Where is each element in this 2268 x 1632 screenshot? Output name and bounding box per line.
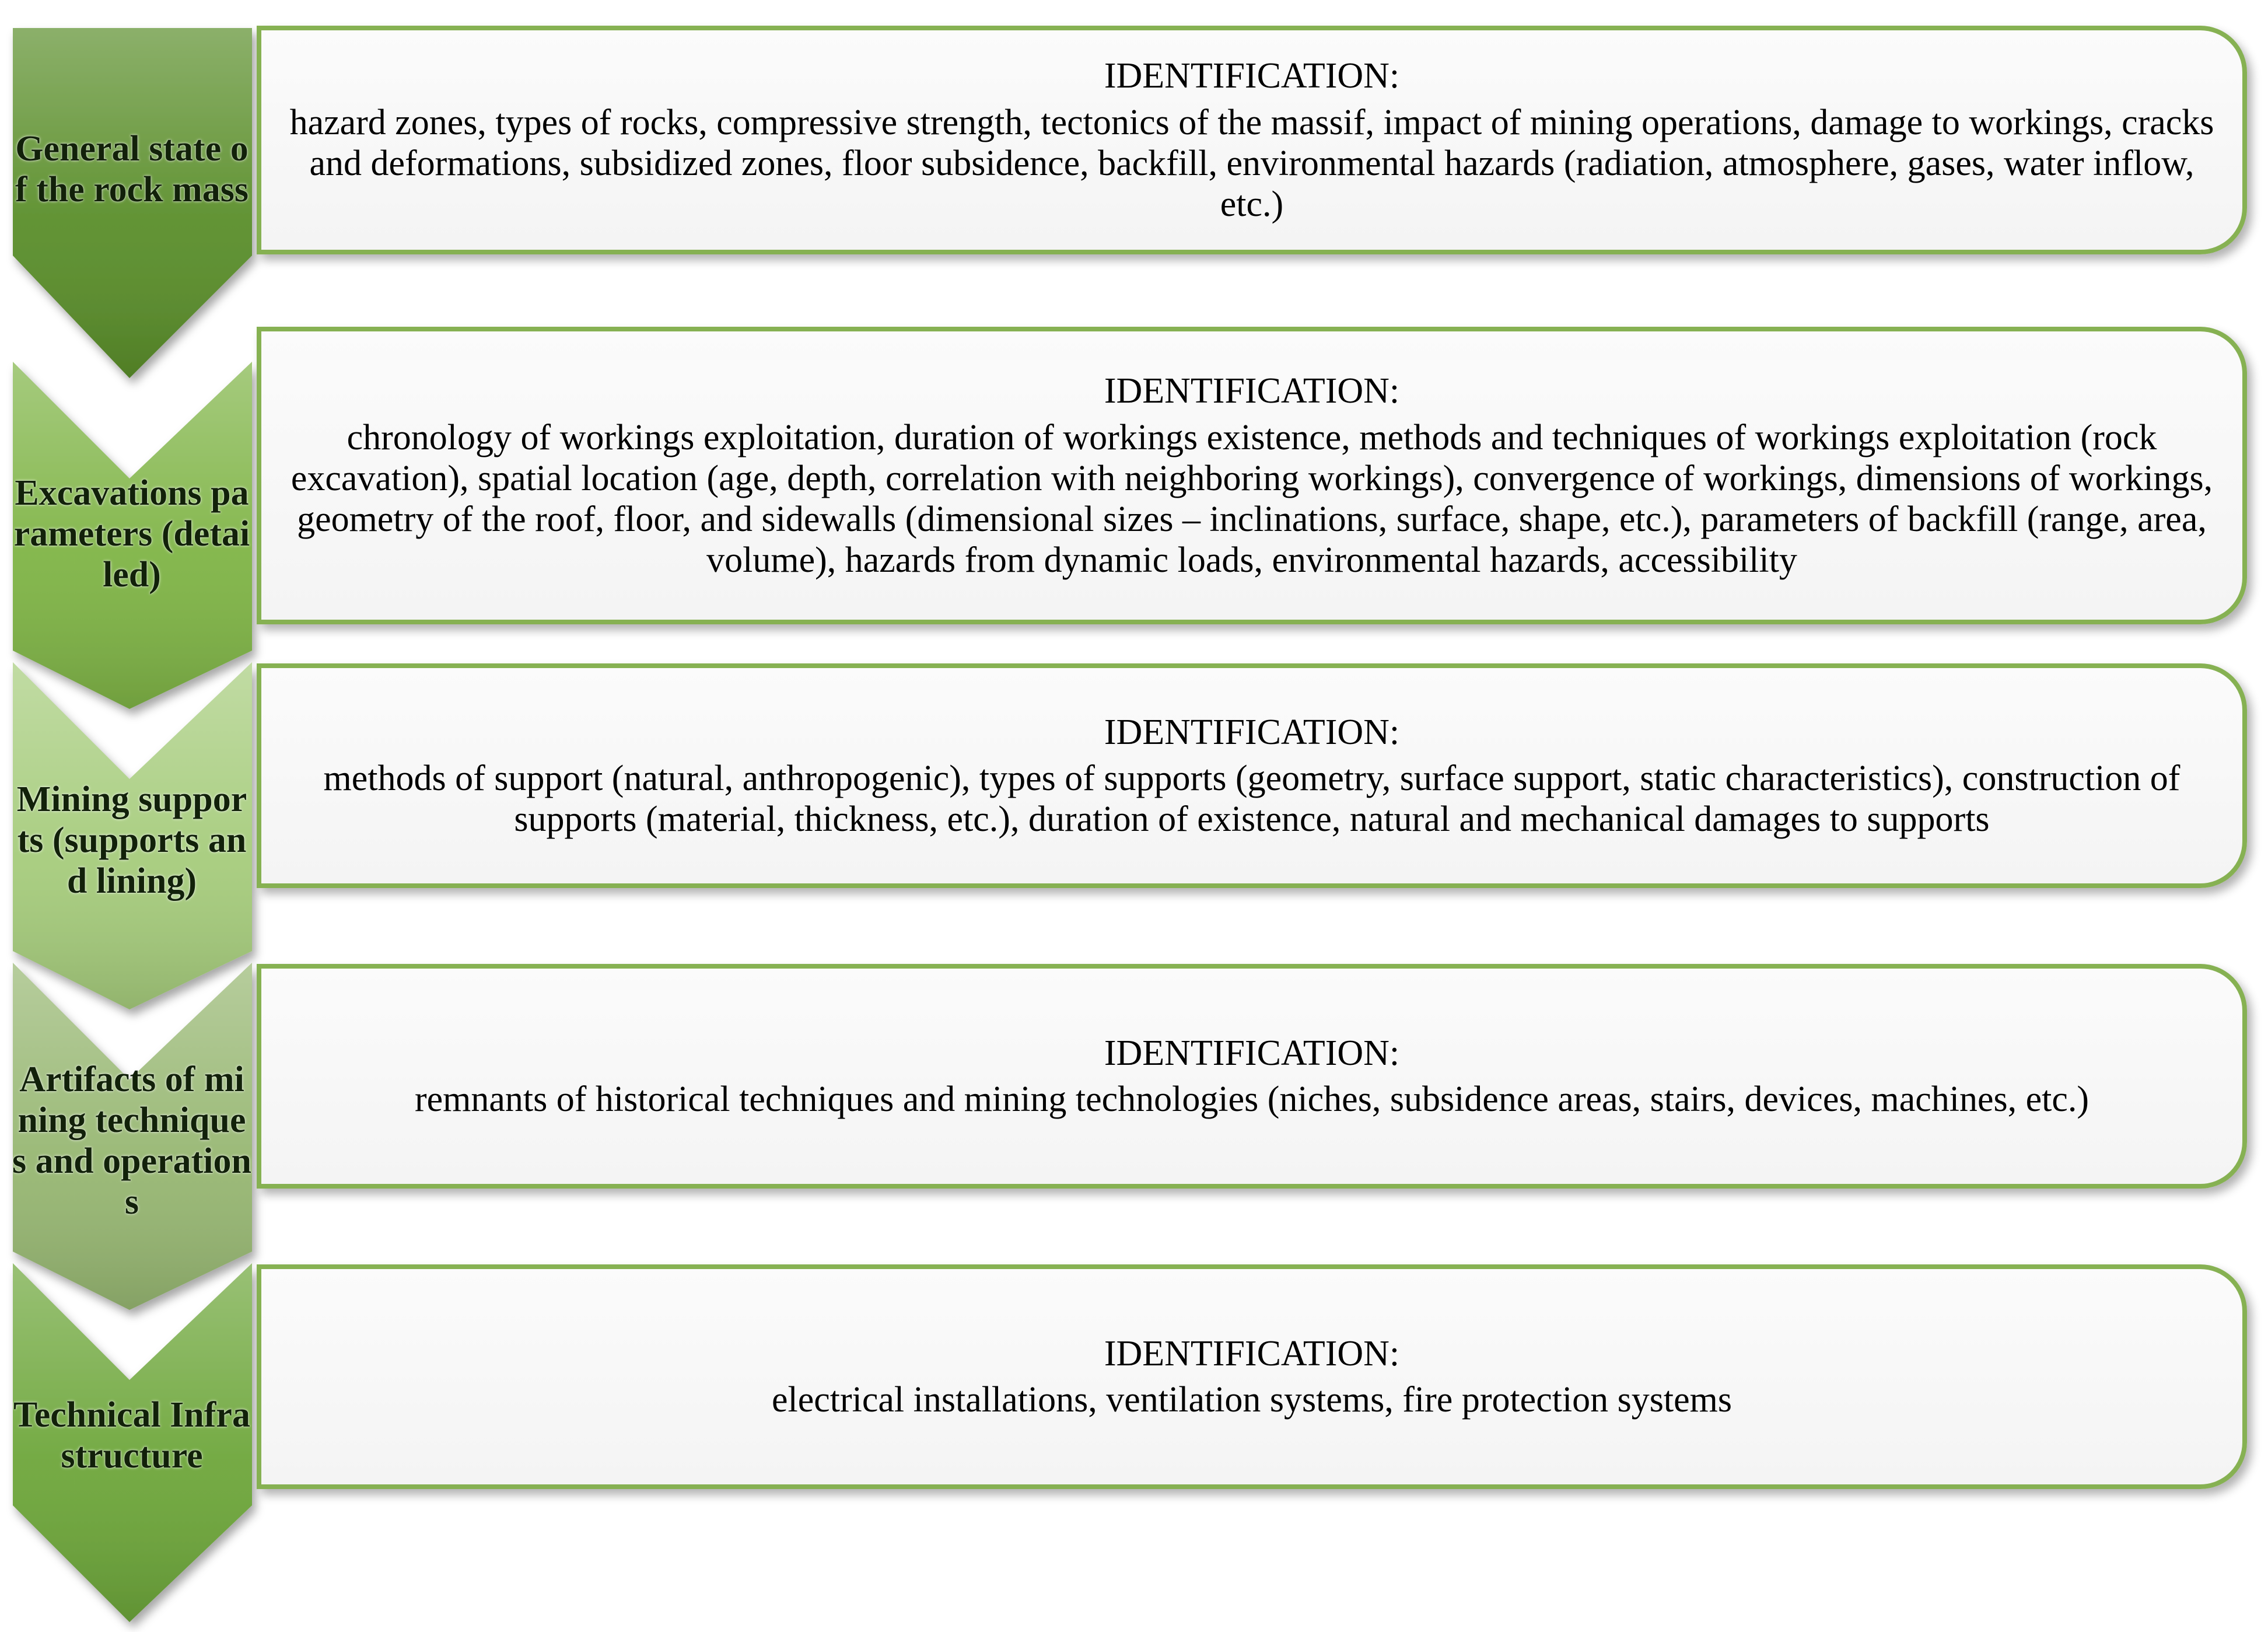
stage-heading: IDENTIFICATION: (1104, 371, 1400, 411)
stage-box-mining-supports (257, 663, 2247, 888)
stage-heading: IDENTIFICATION: (1104, 1033, 1400, 1073)
stage-box-rock-mass (257, 26, 2247, 254)
stage-box-artifacts (257, 964, 2247, 1189)
stage-box-technical-infrastructure (257, 1264, 2247, 1489)
stage-heading: IDENTIFICATION: (1104, 56, 1400, 96)
stage-label-artifacts: Artifacts of mining techniques and operations (12, 1059, 251, 1222)
stage-heading: IDENTIFICATION: (1104, 712, 1400, 752)
stage-label-rock-mass: General state of the rock mass (15, 128, 249, 209)
stage-box-excavations (257, 327, 2247, 624)
stage-label-technical-infrastructure: Technical Infrastructure (13, 1395, 250, 1476)
stage-label-mining-supports: Mining supports (supports and lining) (16, 779, 247, 901)
stage-label-excavations: Excavations parameters (detailed) (13, 473, 250, 595)
stage-items: methods of support (natural, anthropogenic), types of supports (geometry, surface support, static characteristics), construction of supports (material, thickness, etc.), duration of existence, natural and mechanical damages to supports (323, 759, 2180, 840)
stage-items: chronology of workings exploitation, duration of workings existence, methods and techniques of workings exploitation (rock excavation), spatial location (age, depth, correlation with neighboring workings), convergence of workings, dimensions of workings, geometry of the roof, floor, and sidewalls (dimensional sizes – inclinations, surface, shape, etc.), parameters of backfill (range, area, volume), hazards from dynamic loads, environmental hazards, accessibility (290, 417, 2213, 580)
stage-items: electrical installations, ventilation systems, fire protection systems (771, 1380, 1732, 1420)
stage-items: hazard zones, types of rocks, compressive strength, tectonics of the massif, impact of mining operations, damage to workings, cracks and deformations, subsidized zones, floor subsidence, backfill, environmental hazards (radiation, atmosphere, gases, water inflow, etc.) (289, 102, 2214, 224)
stage-heading: IDENTIFICATION: (1104, 1333, 1400, 1374)
stage-items: remnants of historical techniques and mining technologies (niches, subsidence areas, stairs, devices, machines, etc.) (414, 1079, 2090, 1120)
